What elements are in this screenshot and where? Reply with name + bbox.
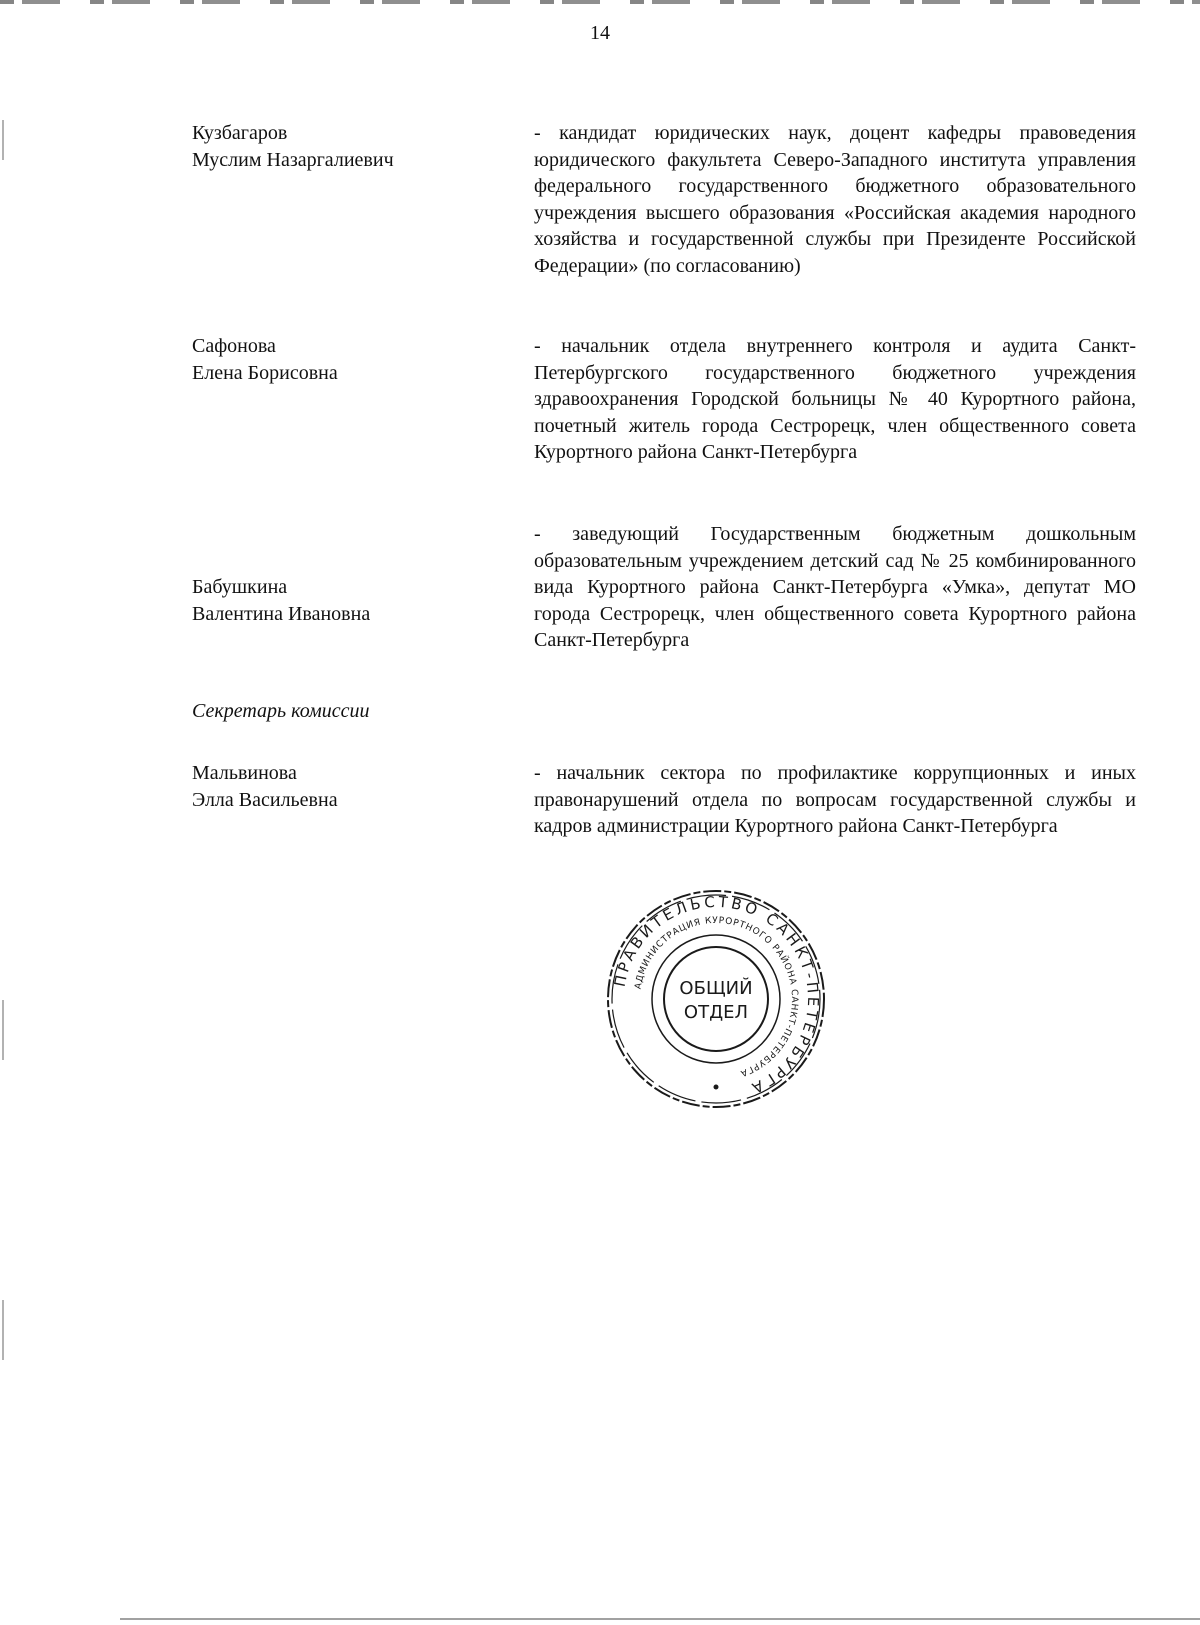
stamp-center-line-1: ОБЩИЙ bbox=[679, 978, 753, 999]
member-given-names: Муслим Назаргалиевич bbox=[192, 148, 394, 171]
member-description: - заведующий Государственным бюджетным дошкольным образовательным учреждением детский сад № 25 комбинированного вида Курортного района Санкт-Петербурга «Умка», депутат МО города Сестрорецк, член общественного совета Курортного района Санкт-Петербурга bbox=[534, 523, 1136, 651]
stamp-dot bbox=[714, 1085, 719, 1090]
page-number: 14 bbox=[590, 22, 610, 44]
scan-left-mark bbox=[2, 1300, 4, 1360]
member-entry bbox=[192, 333, 1136, 493]
scan-top-edge bbox=[0, 0, 1200, 4]
member-surname: Бабушкина bbox=[192, 576, 288, 598]
secretary-entry bbox=[192, 760, 1136, 870]
secretary-name bbox=[192, 760, 512, 813]
member-description: - кандидат юридических наук, доцент кафедры правоведения юридического факультета Северо-Западного института управления федерального государственного бюджетного образовательного учреждения высшего образования «Российская академия народного хозяйства и государственной службы при Президенте Российской Федерации» (по согласованию) bbox=[534, 122, 1136, 277]
official-stamp bbox=[604, 886, 828, 1112]
member-entry bbox=[192, 521, 1136, 681]
member-name bbox=[192, 574, 512, 627]
secretary-description: - начальник сектора по профилактике коррупционных и иных правонарушений отдела по вопросам государственной службы и кадров администрации Курортного района Санкт-Петербурга bbox=[534, 762, 1136, 837]
member-surname: Сафонова bbox=[192, 335, 276, 357]
secretary-surname: Мальвинова bbox=[192, 762, 297, 784]
stamp-center-line-2: ОТДЕЛ bbox=[683, 1002, 749, 1023]
member-name bbox=[192, 333, 512, 386]
secretary-given-names: Элла Васильевна bbox=[192, 788, 338, 811]
scan-left-mark bbox=[2, 1000, 4, 1060]
member-given-names: Елена Борисовна bbox=[192, 361, 338, 384]
scan-left-mark bbox=[2, 120, 4, 160]
member-surname: Кузбагаров bbox=[192, 122, 288, 144]
member-given-names: Валентина Ивановна bbox=[192, 602, 371, 625]
secretary-heading: Секретарь комиссии bbox=[192, 700, 370, 722]
stamp-inner-ring-path: АДМИНИСТРАЦИЯ КУРОРТНОГО РАЙОНА САНКТ-ПЕТЕРБУРГА bbox=[633, 915, 800, 1078]
member-entry bbox=[192, 120, 1136, 310]
scan-bottom-edge bbox=[120, 1618, 1200, 1620]
stamp-outer-ring-text: ПРАВИТЕЛЬСТВО САНКТ-ПЕТЕРБУРГА bbox=[610, 892, 823, 1099]
member-name bbox=[192, 120, 512, 173]
member-description: - начальник отдела внутреннего контроля и аудита Санкт-Петербургского государственного бюджетного учреждения здравоохранения Городской больницы № 40 Курортного района, почетный житель города Сестрорецк, член общественного совета Курортного района Санкт-Петербурга bbox=[534, 335, 1136, 463]
